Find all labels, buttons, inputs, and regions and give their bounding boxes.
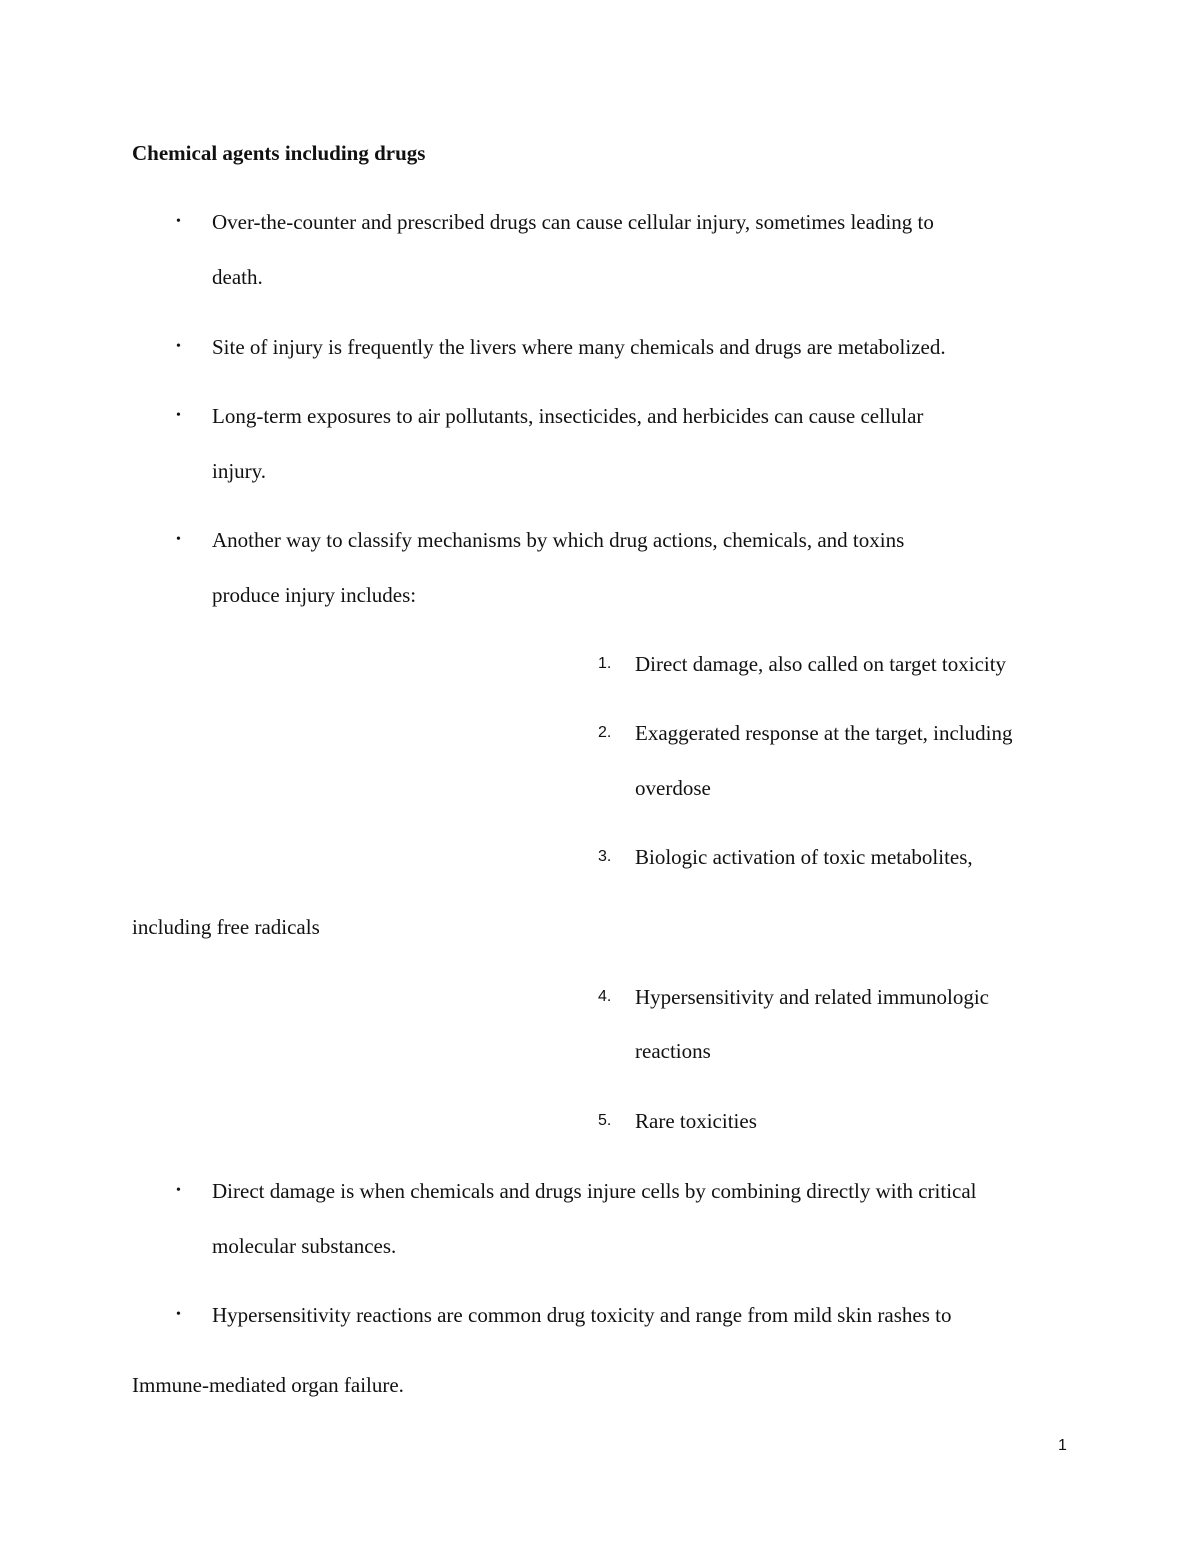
bullet-6-line-1: Hypersensitivity reactions are common drug toxicity and range from mild skin rashes to	[212, 1303, 952, 1327]
numbered-1-line-1: Direct damage, also called on target toxicity	[635, 652, 1007, 676]
bullet-6-continuation: Immune-mediated organ failure.	[132, 1373, 404, 1397]
bullet-3-line-1: Long-term exposures to air pollutants, insecticides, and herbicides can cause cellular	[212, 404, 924, 428]
numbered-4-line-2: reactions	[635, 1039, 711, 1063]
bullet-3-line-2: injury.	[212, 459, 267, 483]
bullet-5-line-1: Direct damage is when chemicals and drugs injure cells by combining directly with critical	[212, 1179, 977, 1203]
bullet-marker: •	[176, 532, 181, 547]
bullet-marker: •	[176, 1183, 181, 1198]
numbered-marker: 1.	[598, 655, 612, 672]
bullet-4-line-2: produce injury includes:	[212, 583, 417, 607]
bullet-marker: •	[176, 214, 181, 229]
numbered-4-line-1: Hypersensitivity and related immunologic	[635, 985, 990, 1009]
document-heading: Chemical agents including drugs	[132, 141, 426, 165]
bullet-marker: •	[176, 408, 181, 423]
numbered-2-line-2: overdose	[635, 776, 711, 800]
numbered-3-line-1: Biologic activation of toxic metabolites,	[635, 845, 973, 869]
numbered-marker: 3.	[598, 848, 612, 865]
page-number: 1	[1058, 1437, 1067, 1454]
numbered-marker: 2.	[598, 724, 612, 741]
numbered-marker: 4.	[598, 988, 612, 1005]
numbered-marker: 5.	[598, 1112, 612, 1129]
bullet-2-line-1: Site of injury is frequently the livers where many chemicals and drugs are metabolized.	[212, 335, 946, 359]
bullet-5-line-2: molecular substances.	[212, 1234, 397, 1258]
bullet-marker: •	[176, 1307, 181, 1322]
numbered-5-line-1: Rare toxicities	[635, 1109, 757, 1133]
bullet-4-line-1: Another way to classify mechanisms by which drug actions, chemicals, and toxins	[212, 528, 905, 552]
bullet-1-line-1: Over-the-counter and prescribed drugs can cause cellular injury, sometimes leading to	[212, 210, 934, 234]
numbered-2-line-1: Exaggerated response at the target, including	[635, 721, 1013, 745]
bullet-marker: •	[176, 339, 181, 354]
numbered-3-continuation: including free radicals	[132, 915, 320, 939]
bullet-1-line-2: death.	[212, 265, 263, 289]
